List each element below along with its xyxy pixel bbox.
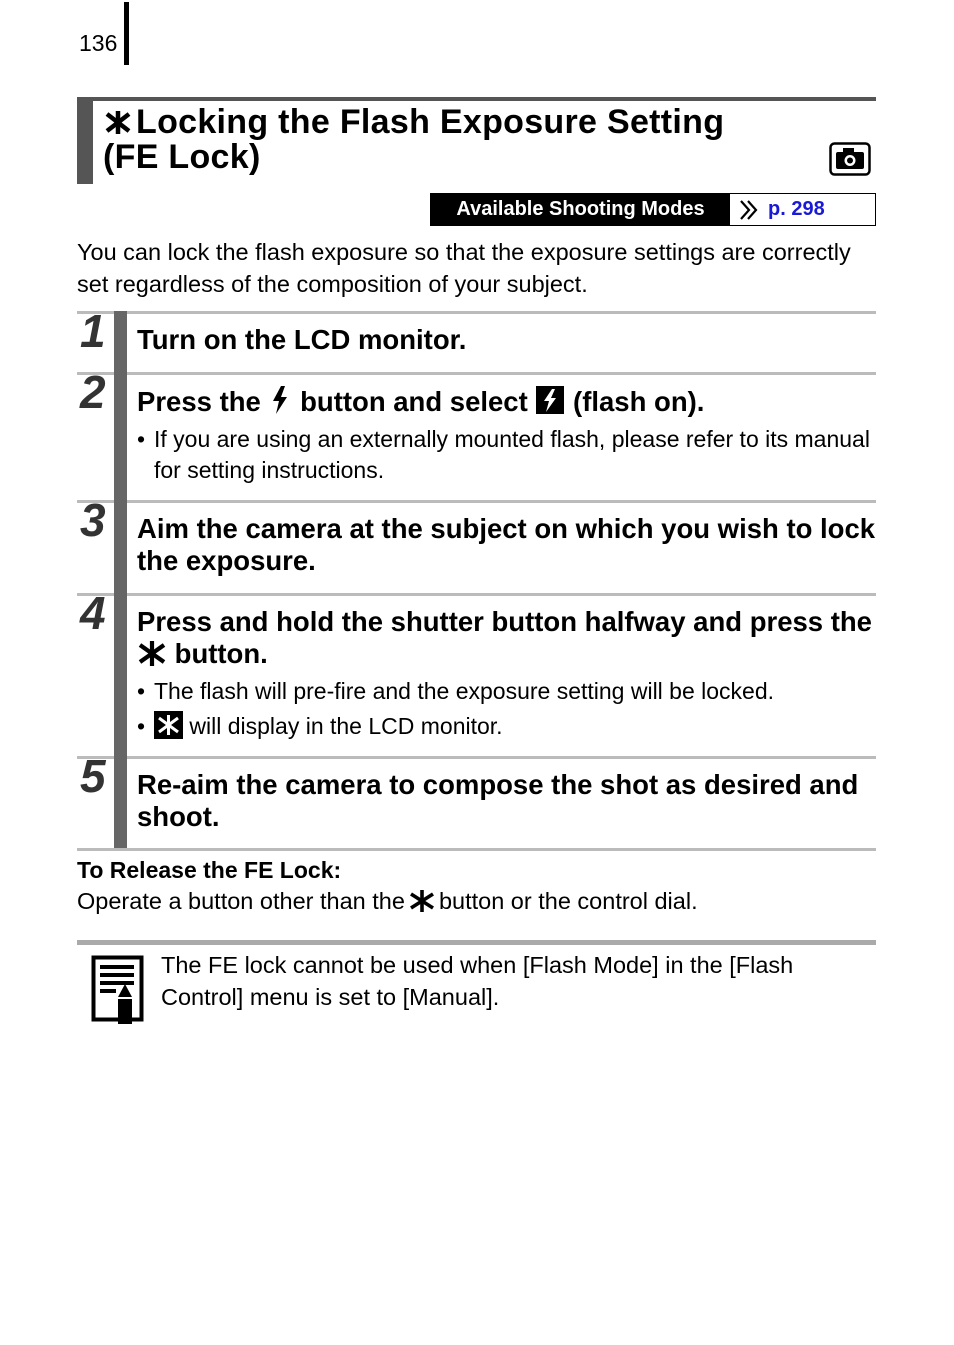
step-number: 1 — [80, 305, 106, 357]
fe-lock-icon — [137, 639, 167, 667]
step-bar — [114, 593, 127, 757]
step-number: 2 — [80, 366, 106, 418]
title-bar — [77, 97, 93, 184]
intro-paragraph: You can lock the flash exposure so that the exposure settings are correctly set regardless of the composition of your subject. — [77, 239, 851, 297]
fe-lock-display-icon — [154, 711, 183, 739]
note-text: The FE lock cannot be used when [Flash Mode] in the [Flash Control] menu is set to [Manual]. — [161, 952, 794, 1010]
note-rule — [77, 940, 876, 945]
modes-reference[interactable] — [730, 194, 825, 225]
step-4 — [77, 587, 876, 757]
step-rule — [77, 311, 876, 314]
step-heading — [137, 385, 877, 418]
bullet-text: will display in the LCD monitor. — [189, 713, 503, 739]
modes-label: Available Shooting Modes — [431, 194, 730, 225]
title-line-1: Locking the Flash Exposure Setting — [136, 103, 725, 141]
page-link[interactable]: p. 298 — [768, 198, 825, 220]
page-number: 136 — [79, 30, 118, 56]
step-number: 3 — [80, 494, 106, 546]
steps-bottom-rule — [77, 848, 876, 851]
step-heading-part: button and select — [300, 386, 528, 417]
step-heading: Turn on the LCD monitor. — [137, 324, 467, 355]
page-rule — [124, 2, 129, 65]
step-5 — [77, 750, 876, 849]
fe-lock-icon — [409, 889, 435, 913]
step-rule — [77, 372, 876, 375]
step-bar — [114, 311, 127, 373]
release-text-part: Operate a button other than the — [77, 888, 405, 914]
memo-note-icon — [91, 955, 145, 1025]
page-title — [103, 105, 823, 175]
flash-on-icon — [535, 385, 565, 415]
fe-lock-icon — [103, 108, 133, 136]
step-heading: Aim the camera at the subject on which you wish to lock the exposure. — [137, 513, 876, 576]
release-heading: To Release the FE Lock: — [77, 857, 342, 883]
step-3 — [77, 494, 876, 594]
step-rule — [77, 500, 876, 503]
release-text — [77, 888, 698, 915]
step-bar — [114, 756, 127, 849]
flash-icon — [268, 385, 292, 415]
step-heading-part: (flash on). — [573, 386, 705, 417]
step-heading: Re-aim the camera to compose the shot as desired and shoot. — [137, 769, 859, 832]
step-bullet — [137, 711, 872, 742]
step-heading-part: button. — [174, 638, 268, 669]
step-heading-part: Press the — [137, 386, 261, 417]
step-bullet: • The flash will pre-fire and the exposure setting will be locked. — [137, 676, 872, 707]
step-1 — [77, 305, 876, 373]
step-heading-part: Press and hold the shutter button halfway and press the — [137, 606, 872, 637]
available-shooting-modes — [430, 193, 876, 226]
step-rule — [77, 593, 876, 596]
title-rule — [77, 97, 876, 101]
step-bar — [114, 500, 127, 594]
step-bar — [114, 372, 127, 501]
step-heading — [137, 606, 877, 670]
step-2 — [77, 366, 876, 501]
camera-mode-icon — [829, 142, 871, 176]
title-line-2: (FE Lock) — [103, 138, 261, 176]
step-number: 4 — [80, 587, 106, 639]
step-bullet: • If you are using an externally mounted flash, please refer to its manual for setting instructions. — [137, 424, 872, 486]
double-chevron-icon — [738, 198, 760, 222]
step-number: 5 — [80, 750, 106, 802]
release-text-part: button or the control dial. — [438, 888, 698, 914]
step-rule — [77, 756, 876, 759]
